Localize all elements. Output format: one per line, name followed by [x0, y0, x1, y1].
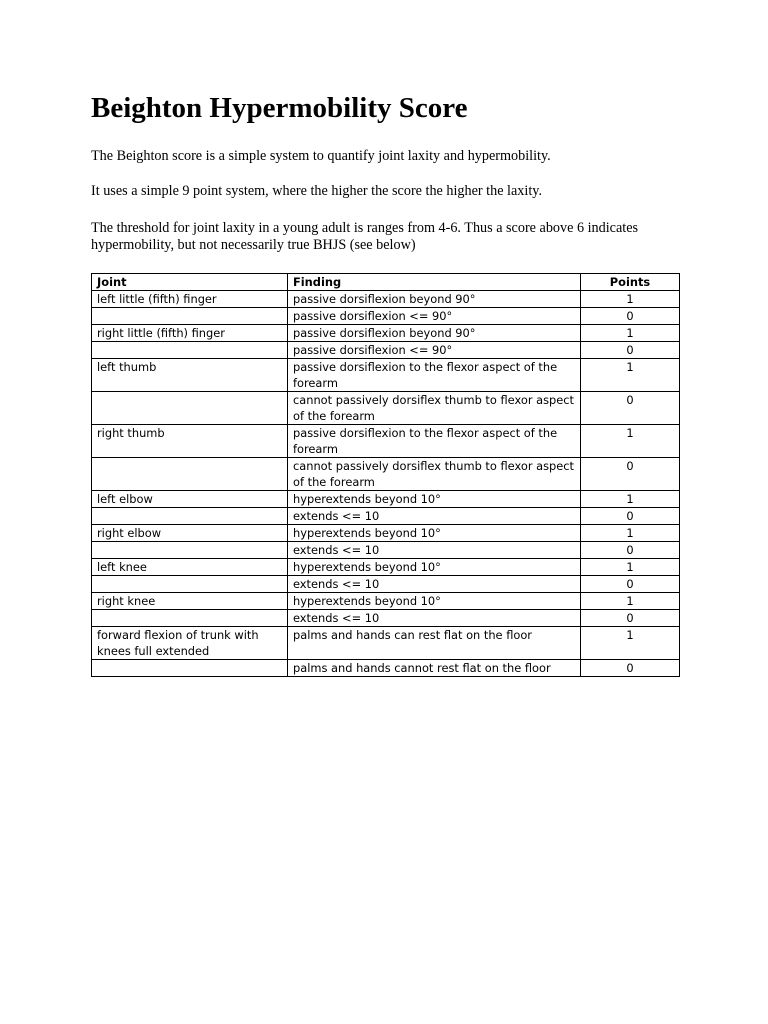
points-cell: 1	[581, 325, 680, 342]
beighton-score-table	[91, 273, 680, 677]
joint-cell	[92, 542, 288, 559]
finding-cell: hyperextends beyond 10°	[288, 593, 581, 610]
table-row	[92, 425, 680, 458]
header-finding: Finding	[288, 274, 581, 291]
joint-cell	[92, 342, 288, 359]
table-row	[92, 525, 680, 542]
points-cell: 1	[581, 291, 680, 308]
page-title: Beighton Hypermobility Score	[91, 92, 468, 124]
points-cell: 1	[581, 593, 680, 610]
table-row	[92, 291, 680, 308]
joint-cell: left elbow	[92, 491, 288, 508]
finding-cell: cannot passively dorsiflex thumb to flexor aspect of the forearm	[288, 392, 581, 425]
joint-cell	[92, 610, 288, 627]
points-cell: 1	[581, 359, 680, 392]
points-cell: 0	[581, 508, 680, 525]
joint-cell	[92, 576, 288, 593]
finding-cell: passive dorsiflexion <= 90°	[288, 342, 581, 359]
finding-cell: extends <= 10	[288, 542, 581, 559]
finding-cell: palms and hands can rest flat on the floor	[288, 627, 581, 660]
joint-cell: left knee	[92, 559, 288, 576]
header-points: Points	[581, 274, 680, 291]
table-row	[92, 542, 680, 559]
joint-cell: left thumb	[92, 359, 288, 392]
points-cell: 0	[581, 576, 680, 593]
points-cell: 1	[581, 525, 680, 542]
points-cell: 0	[581, 610, 680, 627]
table-row	[92, 308, 680, 325]
threshold-paragraph: The threshold for joint laxity in a young adult is ranges from 4-6. Thus a score above 6 indicates hypermobility, but not necessarily true BHJS (see below)	[91, 220, 639, 253]
joint-cell: right knee	[92, 593, 288, 610]
table-row	[92, 491, 680, 508]
finding-cell: hyperextends beyond 10°	[288, 559, 581, 576]
finding-cell: passive dorsiflexion beyond 90°	[288, 325, 581, 342]
table-row	[92, 325, 680, 342]
joint-cell: forward flexion of trunk with knees full extended	[92, 627, 288, 660]
joint-cell	[92, 392, 288, 425]
joint-cell: right thumb	[92, 425, 288, 458]
intro-paragraph: The Beighton score is a simple system to quantify joint laxity and hypermobility.	[91, 148, 551, 164]
points-cell: 0	[581, 542, 680, 559]
finding-cell: passive dorsiflexion beyond 90°	[288, 291, 581, 308]
table-row	[92, 359, 680, 392]
table-row	[92, 660, 680, 677]
table-row	[92, 458, 680, 491]
points-cell: 0	[581, 458, 680, 491]
points-cell: 1	[581, 491, 680, 508]
joint-cell: left little (fifth) finger	[92, 291, 288, 308]
points-cell: 0	[581, 392, 680, 425]
table-row	[92, 576, 680, 593]
table-row	[92, 342, 680, 359]
finding-cell: passive dorsiflexion <= 90°	[288, 308, 581, 325]
joint-cell	[92, 458, 288, 491]
joint-cell: right little (fifth) finger	[92, 325, 288, 342]
table-body	[92, 291, 680, 677]
points-cell: 1	[581, 559, 680, 576]
table-row	[92, 593, 680, 610]
finding-cell: extends <= 10	[288, 508, 581, 525]
table-row	[92, 392, 680, 425]
table-row	[92, 610, 680, 627]
finding-cell: hyperextends beyond 10°	[288, 491, 581, 508]
header-joint: Joint	[92, 274, 288, 291]
scoring-paragraph: It uses a simple 9 point system, where the higher the score the higher the laxity.	[91, 183, 542, 199]
finding-cell: extends <= 10	[288, 610, 581, 627]
points-cell: 0	[581, 308, 680, 325]
table-row	[92, 559, 680, 576]
finding-cell: passive dorsiflexion to the flexor aspect of the forearm	[288, 359, 581, 392]
joint-cell	[92, 660, 288, 677]
finding-cell: palms and hands cannot rest flat on the floor	[288, 660, 581, 677]
joint-cell	[92, 308, 288, 325]
points-cell: 1	[581, 425, 680, 458]
finding-cell: passive dorsiflexion to the flexor aspect of the forearm	[288, 425, 581, 458]
table-header-row	[92, 274, 680, 291]
finding-cell: hyperextends beyond 10°	[288, 525, 581, 542]
joint-cell: right elbow	[92, 525, 288, 542]
points-cell: 0	[581, 660, 680, 677]
finding-cell: extends <= 10	[288, 576, 581, 593]
table-row	[92, 508, 680, 525]
points-cell: 1	[581, 627, 680, 660]
table-row	[92, 627, 680, 660]
finding-cell: cannot passively dorsiflex thumb to flexor aspect of the forearm	[288, 458, 581, 491]
joint-cell	[92, 508, 288, 525]
points-cell: 0	[581, 342, 680, 359]
